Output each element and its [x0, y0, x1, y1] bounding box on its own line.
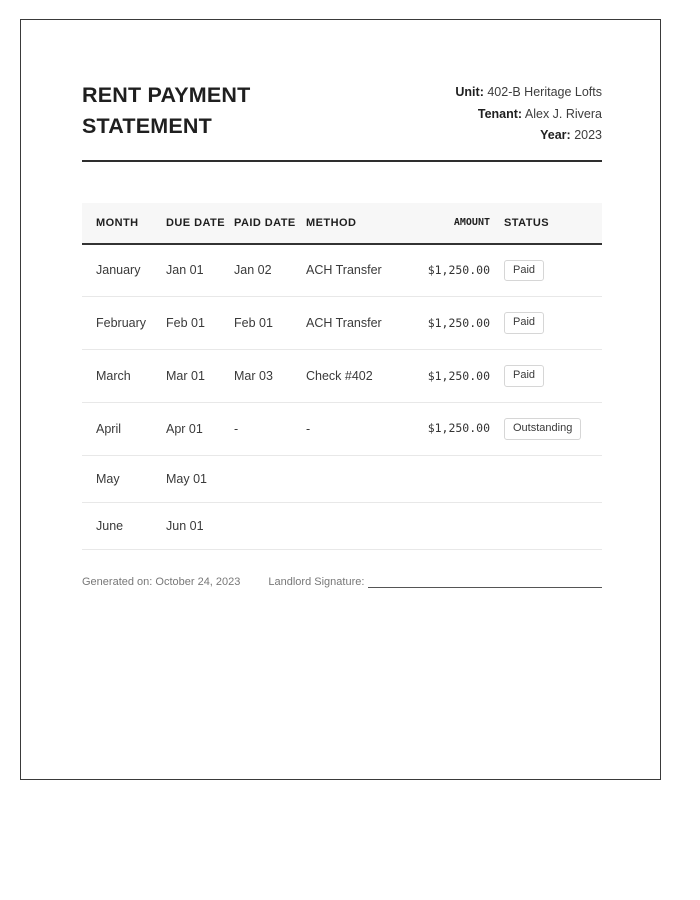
table-row [82, 297, 602, 350]
signature-label: Landlord Signature: [268, 575, 365, 588]
meta-label-tenant: Tenant: [477, 106, 523, 121]
cell-method [306, 455, 416, 502]
column-header-status: STATUS [504, 203, 602, 244]
meta-row-unit [455, 82, 602, 104]
cell-due-date: May 01 [166, 455, 234, 502]
column-header-month: MONTH [82, 203, 166, 244]
cell-amount: $1,250.00 [416, 350, 504, 403]
cell-method: ACH Transfer [306, 244, 416, 297]
table-row [82, 244, 602, 297]
cell-method: ACH Transfer [306, 297, 416, 350]
cell-status [504, 244, 602, 297]
cell-method: Check #402 [306, 350, 416, 403]
cell-status [504, 402, 602, 455]
document-footer [82, 576, 602, 588]
cell-due-date: Mar 01 [166, 350, 234, 403]
cell-method: - [306, 402, 416, 455]
cell-paid-date: - [234, 402, 306, 455]
meta-row-year [455, 125, 602, 147]
cell-due-date: Feb 01 [166, 297, 234, 350]
cell-status [504, 502, 602, 549]
statement-page [20, 19, 661, 780]
payment-table [82, 203, 602, 550]
signature-line [368, 576, 602, 588]
cell-status [504, 350, 602, 403]
table-header-row [82, 203, 602, 244]
cell-month: January [82, 244, 166, 297]
cell-status [504, 455, 602, 502]
table-body [82, 244, 602, 550]
cell-paid-date [234, 455, 306, 502]
cell-due-date: Jun 01 [166, 502, 234, 549]
table-row [82, 350, 602, 403]
cell-month: March [82, 350, 166, 403]
meta-value-year: 2023 [574, 128, 602, 142]
column-header-amount: AMOUNT [416, 203, 504, 244]
cell-due-date: Apr 01 [166, 402, 234, 455]
cell-paid-date: Feb 01 [234, 297, 306, 350]
cell-status [504, 297, 602, 350]
generated-on-text: Generated on: October 24, 2023 [82, 575, 241, 588]
cell-month: May [82, 455, 166, 502]
column-header-method: METHOD [306, 203, 416, 244]
table-row [82, 402, 602, 455]
cell-method [306, 502, 416, 549]
status-badge: Paid [504, 260, 544, 282]
cell-month: June [82, 502, 166, 549]
cell-month: February [82, 297, 166, 350]
meta-label-year: Year: [540, 128, 571, 142]
column-header-paid-date: PAID DATE [234, 203, 306, 244]
cell-paid-date [234, 502, 306, 549]
status-badge: Paid [504, 312, 544, 334]
page-title: RENT PAYMENT STATEMENT [82, 83, 251, 139]
cell-month: April [82, 402, 166, 455]
statement-meta [455, 80, 602, 147]
status-badge: Outstanding [504, 418, 581, 440]
cell-amount: $1,250.00 [416, 297, 504, 350]
meta-value-tenant: Alex J. Rivera [524, 106, 602, 121]
cell-paid-date: Jan 02 [234, 244, 306, 297]
meta-label-unit: Unit: [455, 85, 484, 99]
document-header [82, 80, 602, 147]
column-header-due-date: DUE DATE [166, 203, 234, 244]
document-body [82, 80, 602, 588]
table-header [82, 203, 602, 244]
status-badge: Paid [504, 365, 544, 387]
cell-due-date: Jan 01 [166, 244, 234, 297]
cell-amount [416, 502, 504, 549]
meta-value-unit: 402-B Heritage Lofts [487, 85, 602, 99]
table-row [82, 502, 602, 549]
title-divider [82, 160, 602, 162]
cell-paid-date: Mar 03 [234, 350, 306, 403]
cell-amount: $1,250.00 [416, 244, 504, 297]
cell-amount: $1,250.00 [416, 402, 504, 455]
meta-row-tenant [455, 104, 602, 126]
signature-block [268, 576, 602, 588]
cell-amount [416, 455, 504, 502]
table-row [82, 455, 602, 502]
